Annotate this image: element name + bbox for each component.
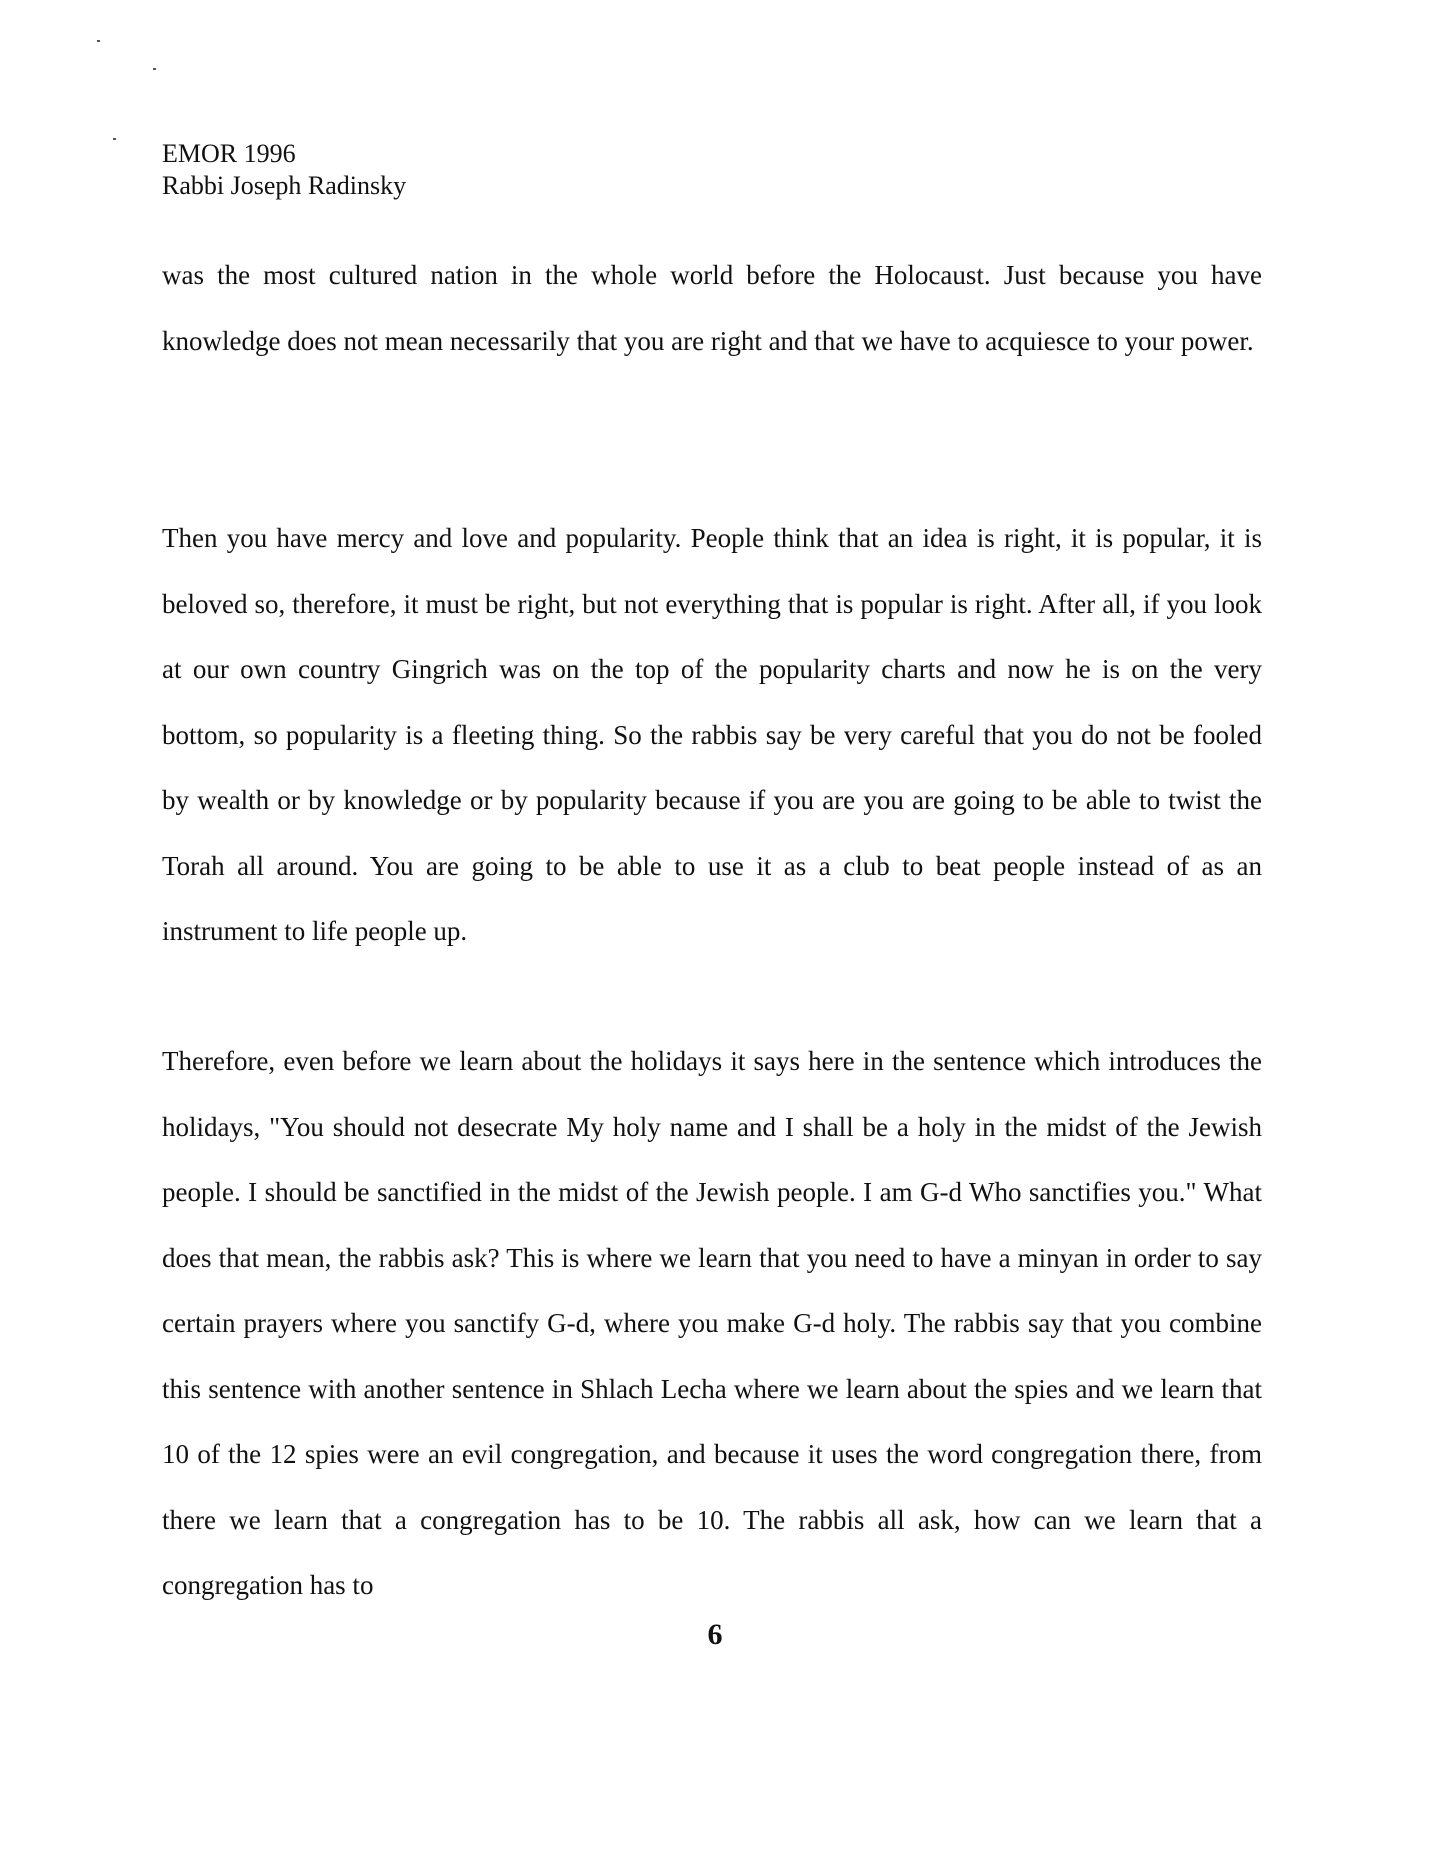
scan-speck [113, 138, 116, 140]
page-number: 6 [707, 1618, 723, 1651]
document-header [162, 138, 406, 202]
paragraph: was the most cultured nation in the whole world before the Holocaust. Just because you have knowledge does not mean necessarily that you are right and that we have to acquiesce to your power. [162, 260, 1262, 356]
scan-speck [97, 40, 100, 42]
document-author: Rabbi Joseph Radinsky [162, 171, 407, 200]
document-title: EMOR 1996 [162, 139, 296, 168]
paragraph: Therefore, even before we learn about the holidays it says here in the sentence which introduces the holidays, "You should not desecrate My holy name and I shall be a holy in the midst of the Jewish people. I should be sanctified in the midst of the Jewish people. I am G-d Who sanctifies you." What does that mean, the rabbis ask? This is where we learn that you need to have a minyan in order to say certain prayers where you sanctify G-d, where you make G-d holy. The rabbis say that you combine this sentence with another sentence in Shlach Lecha where we learn about the spies and we learn that 10 of the 12 spies were an evil congregation, and because it uses the word congregation there, from there we learn that a congregation has to be 10. The rabbis all ask, how can we learn that a congregation has to [162, 1046, 1262, 1600]
scan-speck [153, 68, 156, 70]
paragraph: Then you have mercy and love and popularity. People think that an idea is right, it is popular, it is beloved so, therefore, it must be right, but not everything that is popular is right. After all, if you look at our own country Gingrich was on the top of the popularity charts and now he is on the very bottom, so popularity is a fleeting thing. So the rabbis say be very careful that you do not be fooled by wealth or by knowledge or by popularity because if you are you are going to be able to twist the Torah all around. You are going to be able to use it as a club to beat people instead of as an instrument to life people up. [162, 523, 1262, 946]
